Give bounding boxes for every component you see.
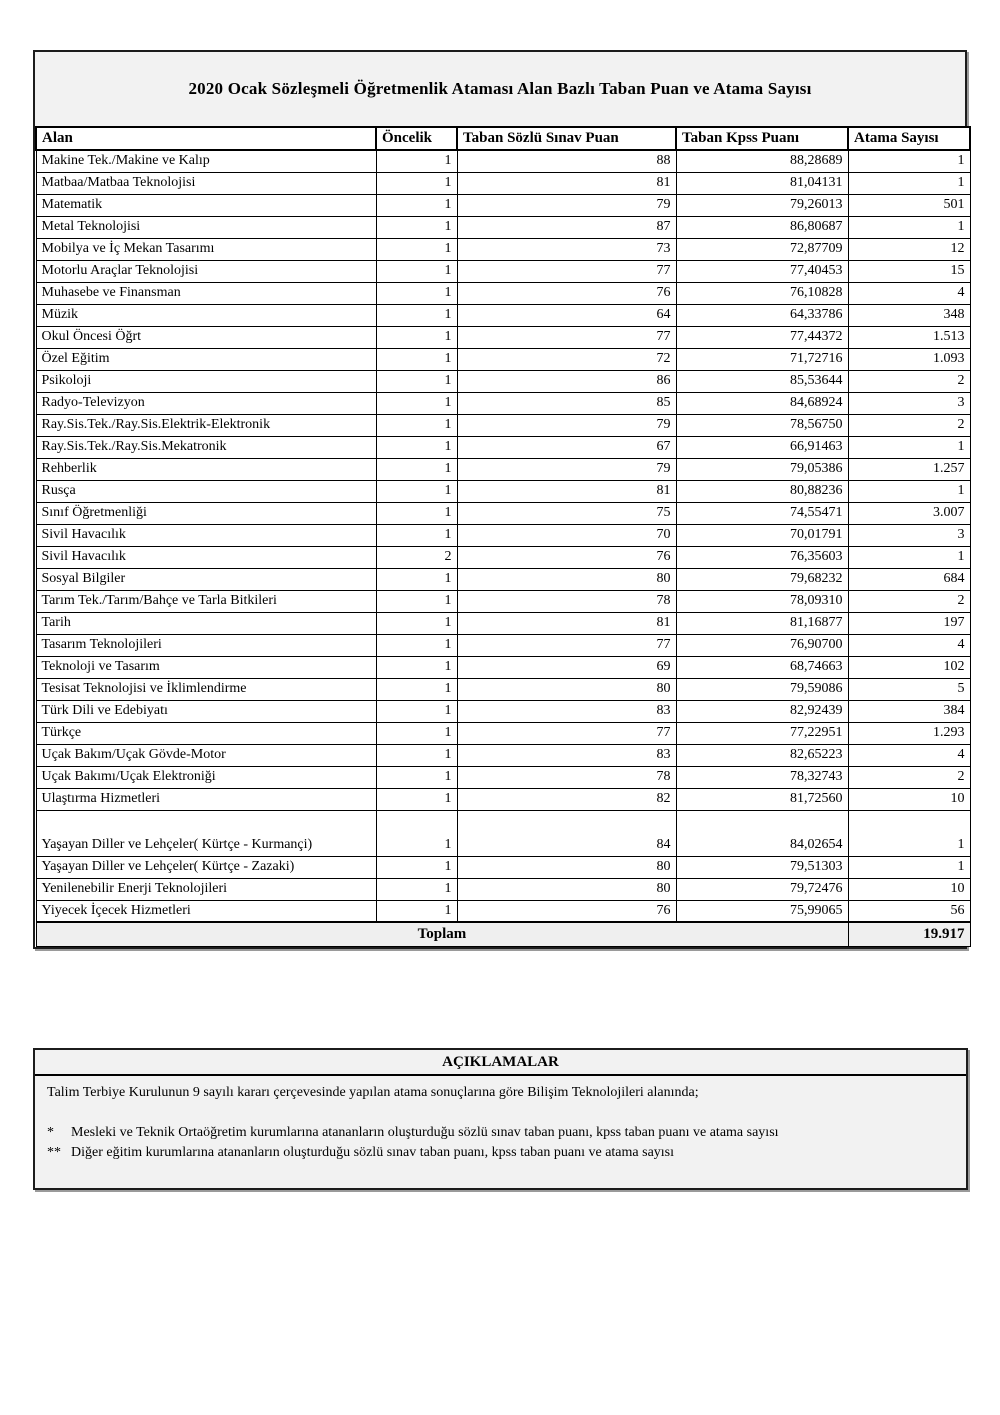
- cell-kpss: 82,92439: [676, 700, 848, 722]
- cell-alan: Rehberlik: [36, 458, 376, 480]
- cell-atama: 3: [848, 392, 970, 414]
- page-title: 2020 Ocak Sözleşmeli Öğretmenlik Ataması Alan Bazlı Taban Puan ve Atama Sayısı: [188, 79, 812, 98]
- total-label: Toplam: [36, 922, 848, 946]
- table-row: [36, 788, 970, 810]
- cell-sozlu: 85: [457, 392, 676, 414]
- notes-box: [33, 1048, 968, 1190]
- cell-atama: 10: [848, 788, 970, 810]
- table-row: [36, 524, 970, 546]
- notes-body: [35, 1076, 966, 1161]
- cell-kpss: 79,05386: [676, 458, 848, 480]
- cell-oncelik: 1: [376, 414, 457, 436]
- table-row: [36, 810, 970, 856]
- cell-atama: 1: [848, 216, 970, 238]
- cell-oncelik: 1: [376, 900, 457, 922]
- cell-atama: 1.513: [848, 326, 970, 348]
- cell-kpss: 72,87709: [676, 238, 848, 260]
- table-row: [36, 304, 970, 326]
- cell-oncelik: 1: [376, 788, 457, 810]
- cell-oncelik: 1: [376, 282, 457, 304]
- column-header-alan: Alan: [36, 127, 376, 150]
- table-row: [36, 722, 970, 744]
- cell-kpss: 75,99065: [676, 900, 848, 922]
- cell-sozlu: 88: [457, 150, 676, 172]
- cell-atama: 1: [848, 172, 970, 194]
- cell-alan: Uçak Bakım/Uçak Gövde-Motor: [36, 744, 376, 766]
- cell-alan: Yiyecek İçecek Hizmetleri: [36, 900, 376, 922]
- cell-kpss: 81,04131: [676, 172, 848, 194]
- cell-oncelik: 1: [376, 238, 457, 260]
- cell-oncelik: 1: [376, 260, 457, 282]
- table-row: [36, 436, 970, 458]
- cell-sozlu: 75: [457, 502, 676, 524]
- cell-sozlu: 84: [457, 810, 676, 856]
- cell-oncelik: 1: [376, 216, 457, 238]
- cell-kpss: 76,10828: [676, 282, 848, 304]
- cell-kpss: 78,32743: [676, 766, 848, 788]
- cell-oncelik: 2: [376, 546, 457, 568]
- cell-kpss: 81,16877: [676, 612, 848, 634]
- cell-sozlu: 81: [457, 612, 676, 634]
- table-row: [36, 370, 970, 392]
- table-row: [36, 856, 970, 878]
- cell-kpss: 79,26013: [676, 194, 848, 216]
- cell-sozlu: 72: [457, 348, 676, 370]
- cell-sozlu: 70: [457, 524, 676, 546]
- cell-kpss: 79,72476: [676, 878, 848, 900]
- cell-kpss: 88,28689: [676, 150, 848, 172]
- total-value: 19.917: [848, 922, 970, 946]
- column-header-taban-sozlu: Taban Sözlü Sınav Puan: [457, 127, 676, 150]
- cell-atama: 5: [848, 678, 970, 700]
- cell-oncelik: 1: [376, 878, 457, 900]
- cell-sozlu: 77: [457, 634, 676, 656]
- note-item: [47, 1125, 952, 1141]
- cell-sozlu: 76: [457, 546, 676, 568]
- cell-oncelik: 1: [376, 524, 457, 546]
- cell-sozlu: 81: [457, 172, 676, 194]
- table-body: [36, 150, 970, 922]
- cell-alan: Ray.Sis.Tek./Ray.Sis.Elektrik-Elektronik: [36, 414, 376, 436]
- cell-sozlu: 78: [457, 766, 676, 788]
- cell-kpss: 66,91463: [676, 436, 848, 458]
- cell-kpss: 64,33786: [676, 304, 848, 326]
- cell-oncelik: 1: [376, 590, 457, 612]
- cell-oncelik: 1: [376, 150, 457, 172]
- table-header-row: [36, 127, 970, 150]
- cell-kpss: 85,53644: [676, 370, 848, 392]
- cell-kpss: 76,90700: [676, 634, 848, 656]
- cell-sozlu: 86: [457, 370, 676, 392]
- cell-sozlu: 81: [457, 480, 676, 502]
- total-row: [36, 922, 970, 946]
- cell-atama: 1: [848, 480, 970, 502]
- cell-alan: Radyo-Televizyon: [36, 392, 376, 414]
- cell-sozlu: 83: [457, 744, 676, 766]
- cell-oncelik: 1: [376, 480, 457, 502]
- cell-kpss: 70,01791: [676, 524, 848, 546]
- notes-intro: Talim Terbiye Kurulunun 9 sayılı kararı çerçevesinde yapılan atama sonuçlarına göre Bilişim Teknolojileri alanında;: [47, 1085, 699, 1100]
- cell-sozlu: 77: [457, 260, 676, 282]
- cell-oncelik: 1: [376, 700, 457, 722]
- table-row: [36, 766, 970, 788]
- cell-alan: Tasarım Teknolojileri: [36, 634, 376, 656]
- cell-kpss: 79,59086: [676, 678, 848, 700]
- cell-oncelik: 1: [376, 502, 457, 524]
- cell-atama: 3.007: [848, 502, 970, 524]
- table-row: [36, 678, 970, 700]
- cell-sozlu: 79: [457, 458, 676, 480]
- note-item: [47, 1145, 952, 1161]
- cell-alan: Matbaa/Matbaa Teknolojisi: [36, 172, 376, 194]
- cell-alan: Okul Öncesi Öğrt: [36, 326, 376, 348]
- table-row: [36, 348, 970, 370]
- cell-alan: Türkçe: [36, 722, 376, 744]
- cell-kpss: 79,68232: [676, 568, 848, 590]
- cell-oncelik: 1: [376, 304, 457, 326]
- notes-title: AÇIKLAMALAR: [35, 1050, 966, 1076]
- cell-sozlu: 80: [457, 568, 676, 590]
- cell-atama: 1: [848, 810, 970, 856]
- cell-oncelik: 1: [376, 856, 457, 878]
- cell-kpss: 79,51303: [676, 856, 848, 878]
- cell-atama: 1.257: [848, 458, 970, 480]
- cell-alan: Uçak Bakımı/Uçak Elektroniği: [36, 766, 376, 788]
- table-row: [36, 238, 970, 260]
- table-row: [36, 392, 970, 414]
- cell-alan: Tarım Tek./Tarım/Bahçe ve Tarla Bitkileri: [36, 590, 376, 612]
- cell-atama: 4: [848, 744, 970, 766]
- cell-oncelik: 1: [376, 766, 457, 788]
- table-row: [36, 172, 970, 194]
- cell-oncelik: 1: [376, 370, 457, 392]
- cell-atama: 1: [848, 546, 970, 568]
- table-row: [36, 590, 970, 612]
- cell-sozlu: 76: [457, 282, 676, 304]
- cell-atama: 15: [848, 260, 970, 282]
- cell-alan: Yaşayan Diller ve Lehçeler( Kürtçe - Zazaki): [36, 856, 376, 878]
- cell-kpss: 71,72716: [676, 348, 848, 370]
- cell-kpss: 77,44372: [676, 326, 848, 348]
- cell-atama: 684: [848, 568, 970, 590]
- cell-alan: Müzik: [36, 304, 376, 326]
- cell-alan: Tarih: [36, 612, 376, 634]
- cell-alan: Ulaştırma Hizmetleri: [36, 788, 376, 810]
- cell-kpss: 82,65223: [676, 744, 848, 766]
- cell-alan: Mobilya ve İç Mekan Tasarımı: [36, 238, 376, 260]
- cell-alan: Muhasebe ve Finansman: [36, 282, 376, 304]
- cell-atama: 1.093: [848, 348, 970, 370]
- cell-alan: Sivil Havacılık: [36, 546, 376, 568]
- cell-alan: Motorlu Araçlar Teknolojisi: [36, 260, 376, 282]
- cell-oncelik: 1: [376, 392, 457, 414]
- cell-kpss: 76,35603: [676, 546, 848, 568]
- cell-atama: 3: [848, 524, 970, 546]
- cell-sozlu: 73: [457, 238, 676, 260]
- cell-atama: 2: [848, 414, 970, 436]
- cell-alan: Tesisat Teknolojisi ve İklimlendirme: [36, 678, 376, 700]
- cell-sozlu: 87: [457, 216, 676, 238]
- appointment-table: [35, 126, 971, 947]
- cell-sozlu: 79: [457, 194, 676, 216]
- cell-oncelik: 1: [376, 722, 457, 744]
- table-row: [36, 216, 970, 238]
- cell-atama: 4: [848, 634, 970, 656]
- table-row: [36, 634, 970, 656]
- cell-sozlu: 67: [457, 436, 676, 458]
- note-text: Mesleki ve Teknik Ortaöğretim kurumlarına atananların oluşturduğu sözlü sınav taban puanı, kpss taban puanı ve atama sayısı: [71, 1125, 779, 1140]
- cell-sozlu: 79: [457, 414, 676, 436]
- cell-sozlu: 80: [457, 678, 676, 700]
- table-row: [36, 612, 970, 634]
- cell-sozlu: 83: [457, 700, 676, 722]
- cell-kpss: 68,74663: [676, 656, 848, 678]
- cell-oncelik: 1: [376, 348, 457, 370]
- table-row: [36, 150, 970, 172]
- cell-atama: 2: [848, 370, 970, 392]
- cell-kpss: 77,40453: [676, 260, 848, 282]
- table-row: [36, 260, 970, 282]
- cell-atama: 384: [848, 700, 970, 722]
- cell-alan: Matematik: [36, 194, 376, 216]
- cell-oncelik: 1: [376, 678, 457, 700]
- table-row: [36, 546, 970, 568]
- cell-atama: 1: [848, 856, 970, 878]
- cell-kpss: 84,68924: [676, 392, 848, 414]
- cell-alan: Ray.Sis.Tek./Ray.Sis.Mekatronik: [36, 436, 376, 458]
- cell-kpss: 74,55471: [676, 502, 848, 524]
- table-row: [36, 878, 970, 900]
- cell-alan: Yenilenebilir Enerji Teknolojileri: [36, 878, 376, 900]
- column-header-taban-kpss: Taban Kpss Puanı: [676, 127, 848, 150]
- note-text: Diğer eğitim kurumlarına atananların oluşturduğu sözlü sınav taban puanı, kpss taban puanı ve atama sayısı: [71, 1145, 675, 1160]
- cell-atama: 1.293: [848, 722, 970, 744]
- table-row: [36, 480, 970, 502]
- cell-kpss: 77,22951: [676, 722, 848, 744]
- cell-atama: 1: [848, 150, 970, 172]
- cell-sozlu: 82: [457, 788, 676, 810]
- cell-kpss: 86,80687: [676, 216, 848, 238]
- cell-atama: 10: [848, 878, 970, 900]
- table-row: [36, 568, 970, 590]
- cell-oncelik: 1: [376, 194, 457, 216]
- appointment-table-box: [33, 50, 967, 949]
- table-row: [36, 282, 970, 304]
- cell-oncelik: 1: [376, 656, 457, 678]
- cell-sozlu: 80: [457, 878, 676, 900]
- cell-alan: Türk Dili ve Edebiyatı: [36, 700, 376, 722]
- cell-alan: Metal Teknolojisi: [36, 216, 376, 238]
- table-row: [36, 656, 970, 678]
- cell-oncelik: 1: [376, 436, 457, 458]
- cell-alan: Sınıf Öğretmenliği: [36, 502, 376, 524]
- cell-sozlu: 76: [457, 900, 676, 922]
- cell-kpss: 80,88236: [676, 480, 848, 502]
- table-row: [36, 194, 970, 216]
- cell-atama: 4: [848, 282, 970, 304]
- table-row: [36, 414, 970, 436]
- cell-atama: 1: [848, 436, 970, 458]
- cell-oncelik: 1: [376, 634, 457, 656]
- table-row: [36, 502, 970, 524]
- table-row: [36, 744, 970, 766]
- cell-kpss: 81,72560: [676, 788, 848, 810]
- cell-oncelik: 1: [376, 326, 457, 348]
- cell-oncelik: 1: [376, 458, 457, 480]
- cell-atama: 56: [848, 900, 970, 922]
- cell-oncelik: 1: [376, 568, 457, 590]
- cell-atama: 197: [848, 612, 970, 634]
- cell-oncelik: 1: [376, 744, 457, 766]
- table-row: [36, 900, 970, 922]
- cell-kpss: 84,02654: [676, 810, 848, 856]
- cell-sozlu: 64: [457, 304, 676, 326]
- column-header-oncelik: Öncelik: [376, 127, 457, 150]
- column-header-atama-sayisi: Atama Sayısı: [848, 127, 970, 150]
- cell-alan: Yaşayan Diller ve Lehçeler( Kürtçe - Kurmançi): [36, 810, 376, 856]
- cell-oncelik: 1: [376, 172, 457, 194]
- cell-kpss: 78,56750: [676, 414, 848, 436]
- cell-alan: Teknoloji ve Tasarım: [36, 656, 376, 678]
- table-row: [36, 326, 970, 348]
- cell-alan: Özel Eğitim: [36, 348, 376, 370]
- cell-atama: 102: [848, 656, 970, 678]
- cell-atama: 501: [848, 194, 970, 216]
- cell-alan: Rusça: [36, 480, 376, 502]
- cell-sozlu: 69: [457, 656, 676, 678]
- cell-alan: Psikoloji: [36, 370, 376, 392]
- cell-sozlu: 80: [457, 856, 676, 878]
- cell-atama: 348: [848, 304, 970, 326]
- cell-alan: Makine Tek./Makine ve Kalıp: [36, 150, 376, 172]
- cell-sozlu: 77: [457, 326, 676, 348]
- note-marker: *: [47, 1125, 54, 1140]
- title-band: [35, 52, 965, 126]
- cell-oncelik: 1: [376, 612, 457, 634]
- table-row: [36, 458, 970, 480]
- cell-alan: Sosyal Bilgiler: [36, 568, 376, 590]
- note-marker: **: [47, 1145, 61, 1160]
- cell-alan: Sivil Havacılık: [36, 524, 376, 546]
- cell-kpss: 78,09310: [676, 590, 848, 612]
- cell-sozlu: 78: [457, 590, 676, 612]
- cell-atama: 2: [848, 590, 970, 612]
- cell-atama: 2: [848, 766, 970, 788]
- cell-sozlu: 77: [457, 722, 676, 744]
- table-row: [36, 700, 970, 722]
- cell-oncelik: 1: [376, 810, 457, 856]
- cell-atama: 12: [848, 238, 970, 260]
